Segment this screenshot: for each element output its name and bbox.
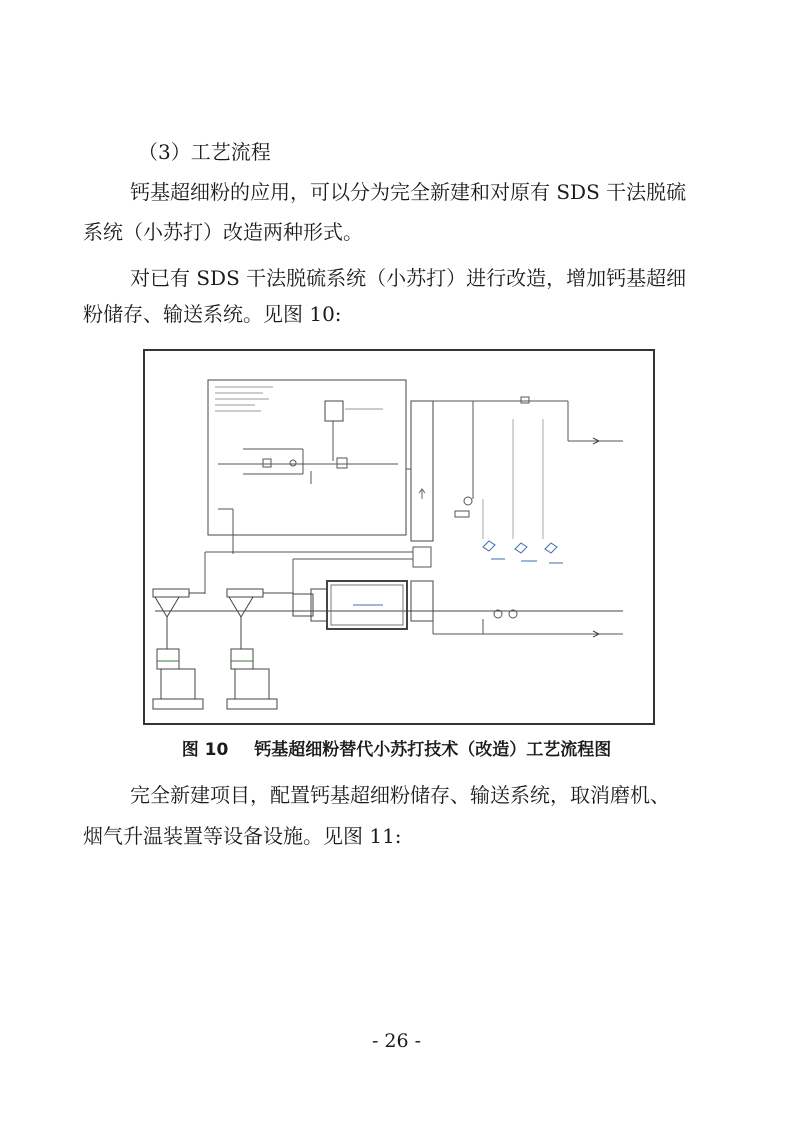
section-heading: （3）工艺流程 — [138, 140, 271, 164]
tower-column — [411, 401, 433, 541]
junction-box — [413, 547, 431, 567]
figure-caption — [0, 739, 793, 761]
gauge-top — [464, 497, 472, 505]
process-flow-diagram — [143, 349, 655, 725]
figure-frame — [144, 350, 654, 724]
panel-piping — [218, 421, 398, 509]
paragraph-line: 系统（小苏打）改造两种形式。 — [83, 220, 363, 244]
injection-nozzles — [483, 541, 563, 563]
furnace-burner — [293, 581, 407, 629]
paragraph-line: 对已有 SDS 干法脱硫系统（小苏打）进行改造，增加钙基超细 — [130, 266, 687, 290]
paragraph-line: 烟气升温装置等设备设施。见图 11: — [83, 824, 402, 848]
discharge-lines — [483, 419, 543, 539]
silo-feeder-right — [227, 589, 293, 709]
paragraph-line: 钙基超细粉的应用，可以分为完全新建和对原有 SDS 干法脱硫 — [130, 180, 687, 204]
control-panel-box — [208, 380, 406, 535]
silo-feeder-left — [153, 589, 205, 709]
panel-instrument-box — [325, 401, 343, 421]
page-number: - 26 - — [371, 1030, 422, 1052]
outlet-box — [411, 581, 433, 621]
figure-number: 图 10 — [181, 740, 229, 760]
panel-legend-marks — [215, 387, 273, 411]
figure-title: 钙基超细粉替代小苏打技术（改造）工艺流程图 — [254, 740, 612, 760]
paragraph-line: 粉储存、输送系统。见图 10: — [83, 302, 342, 326]
paragraph-line: 完全新建项目，配置钙基超细粉储存、输送系统，取消磨机、 — [130, 783, 670, 807]
